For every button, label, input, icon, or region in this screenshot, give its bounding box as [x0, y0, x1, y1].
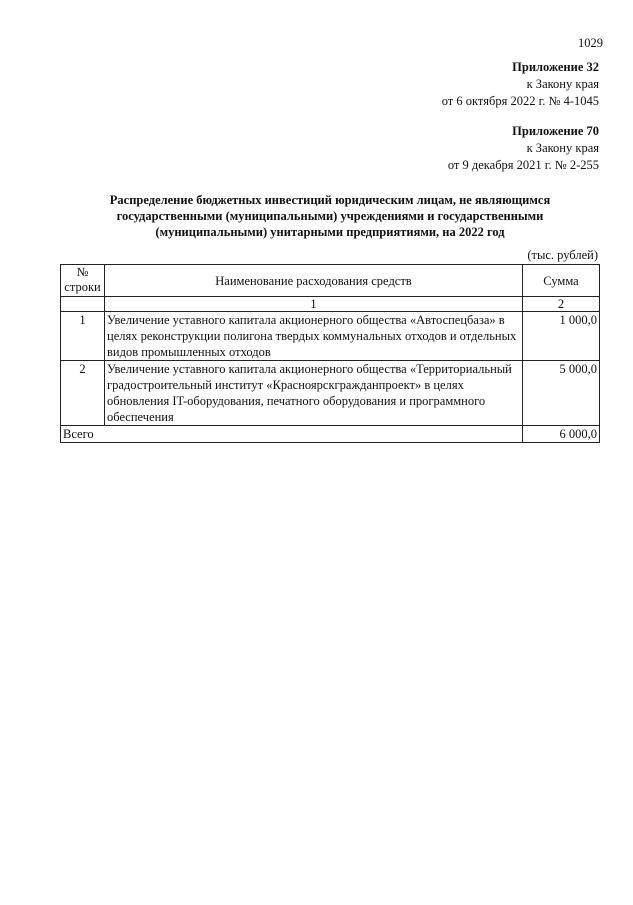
index-cell-number	[61, 297, 105, 312]
header-row-number	[61, 265, 105, 297]
header-sum: Сумма	[523, 265, 600, 297]
appendix-70-date: от 9 декабря 2021 г. № 2-255	[447, 158, 599, 172]
header-number-label: строки	[64, 280, 101, 294]
row-expense-name: Увеличение уставного капитала акционерного общества «Территориальный градостроительный институт «Красноярскгражданпроект» в целях обновления IT-оборудования, печатного оборудования и программного обеспечения	[105, 361, 523, 426]
table-header-row	[61, 265, 600, 297]
total-sum: 6 000,0	[523, 426, 600, 443]
appendix-70-law-ref: к Закону края	[526, 141, 599, 155]
table-total-row	[61, 426, 600, 443]
header-number-sign: №	[76, 265, 89, 279]
index-cell-name: 1	[105, 297, 523, 312]
header-expense-name: Наименование расходования средств	[105, 265, 523, 297]
table-row	[61, 361, 600, 426]
table-index-row	[61, 297, 600, 312]
total-label: Всего	[61, 426, 523, 443]
document-title-line-2: государственными (муниципальными) учреждениями и государственными	[116, 209, 544, 223]
units-label: (тыс. рублей)	[527, 248, 598, 262]
appendix-32-title: Приложение 32	[512, 60, 599, 74]
appendix-70-title: Приложение 70	[512, 124, 599, 138]
document-title-line-3: (муниципальными) унитарными предприятиями, на 2022 год	[155, 225, 505, 239]
investment-table	[60, 264, 600, 443]
appendix-32-law-ref: к Закону края	[526, 77, 599, 91]
row-number: 1	[61, 312, 105, 361]
row-expense-name: Увеличение уставного капитала акционерного общества «Автоспецбаза» в целях реконструкции полигона твердых коммунальных отходов и отдельных видов промышленных отходов	[105, 312, 523, 361]
document-title-line-1: Распределение бюджетных инвестиций юридическим лицам, не являющимся	[109, 193, 551, 207]
appendix-32-date: от 6 октября 2022 г. № 4-1045	[441, 94, 599, 108]
row-sum: 5 000,0	[523, 361, 600, 426]
table-row	[61, 312, 600, 361]
page-number: 1029	[578, 36, 603, 50]
row-sum: 1 000,0	[523, 312, 600, 361]
index-cell-sum: 2	[523, 297, 600, 312]
appendix-32-block	[442, 59, 599, 110]
document-title	[60, 192, 600, 240]
appendix-70-block	[448, 123, 599, 174]
row-number: 2	[61, 361, 105, 426]
